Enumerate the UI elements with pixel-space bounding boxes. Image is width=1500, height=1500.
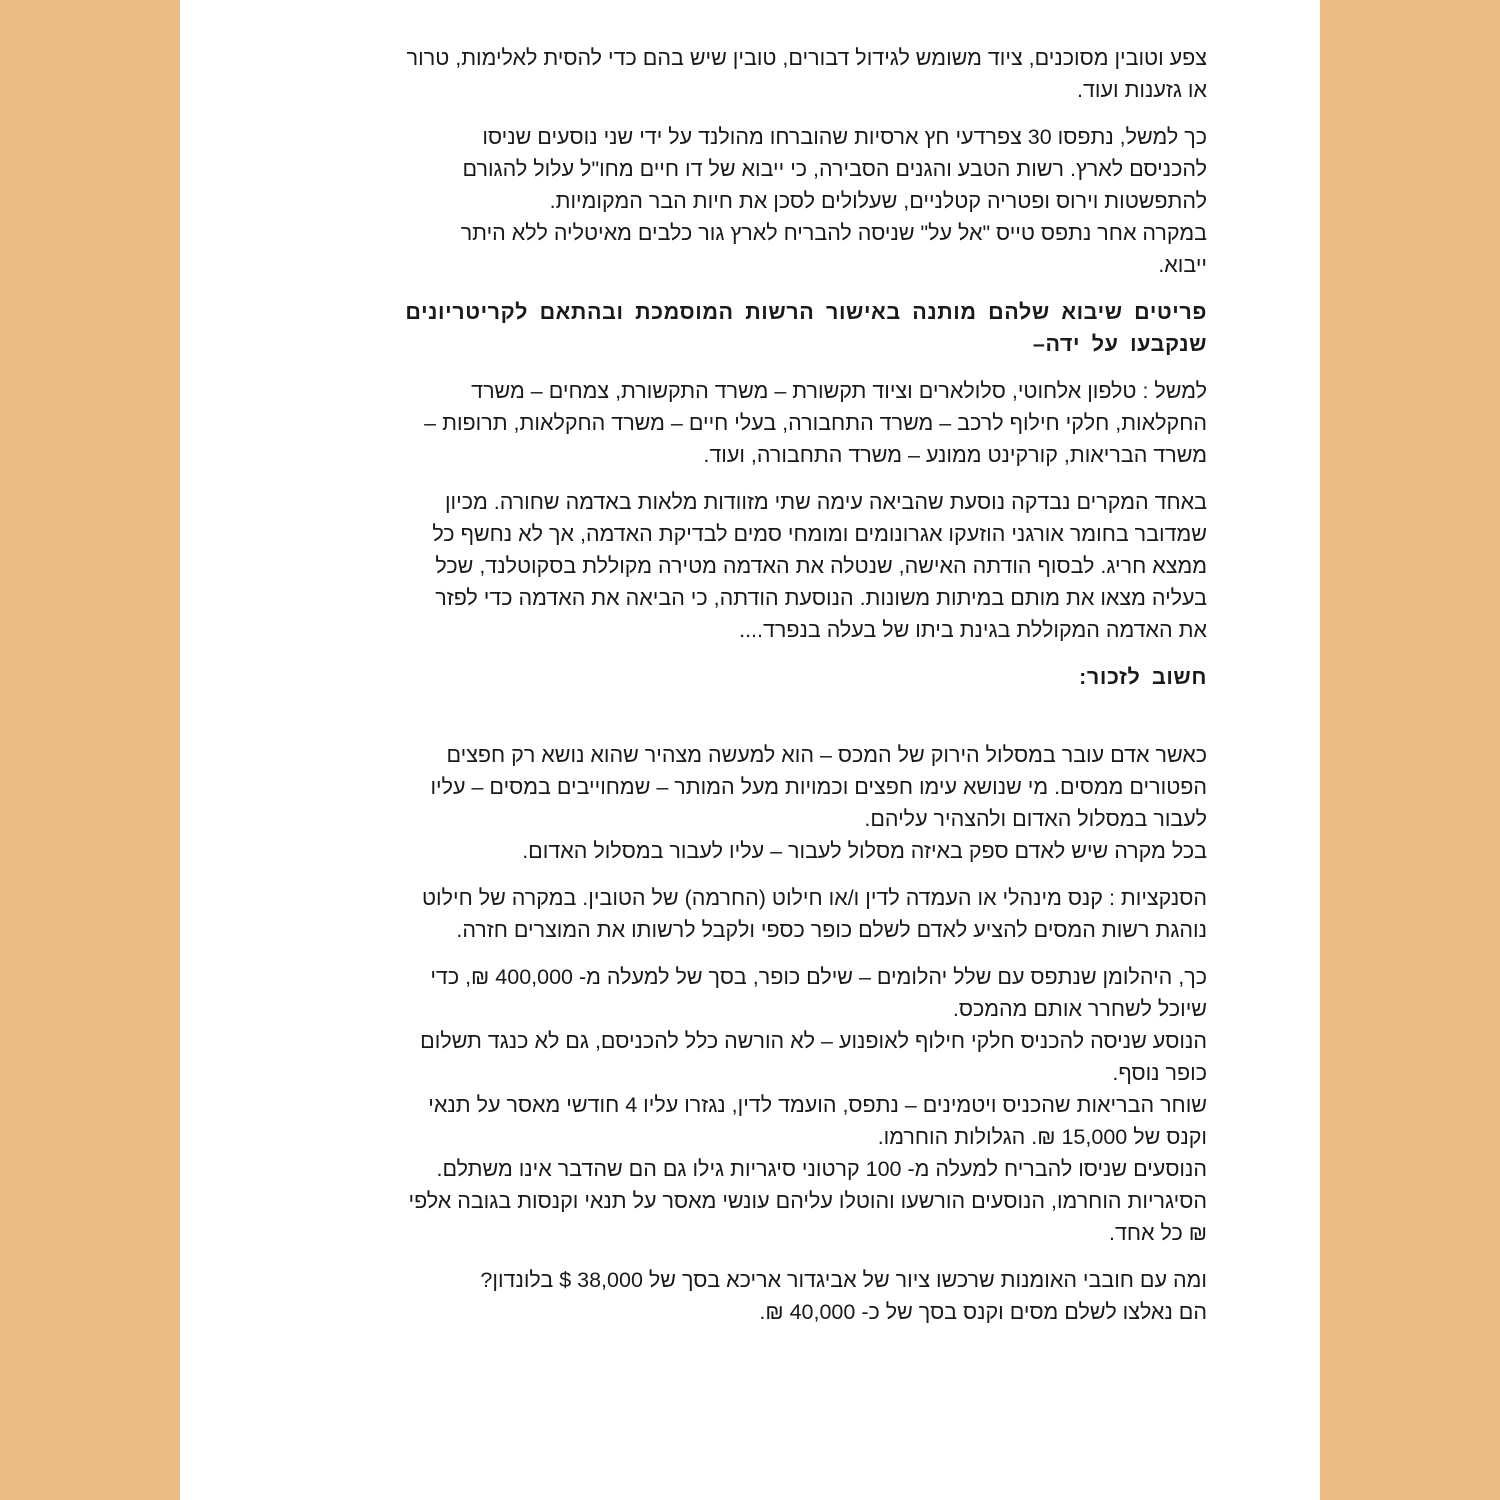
section-heading-licensed-items <box>282 296 1207 360</box>
text-line: בעליה מצאו את מותם במיתות משונות. הנוסעת הודתה, כי הביאה את האדמה כדי לפזר <box>435 586 1207 610</box>
heading-line: שנקבעו על ידה– <box>1032 332 1207 356</box>
text-line: ממצא חריג. לבסוף הודתה האישה, שנטלה את האדמה מטירה מקוללת בסקוטלנד, שכל <box>435 554 1207 578</box>
document-page <box>180 0 1320 1500</box>
text-line: הנוסע שניסה להכניס חלקי חילוף לאופנוע – לא הורשה כלל להכניסם, גם לא כנגד תשלום <box>420 1029 1207 1053</box>
text-line: בכל מקרה שיש לאדם ספק באיזה מסלול לעבור – עליו לעבור במסלול האדום. <box>522 839 1207 863</box>
text-line: הפטורים ממסים. מי שנושא עימו חפצים וכמויות מעל המותר – שמחוייבים במסים – עליו <box>430 775 1207 799</box>
paragraph-art-example <box>282 1264 1207 1328</box>
text-line: ומה עם חובבי האומנות שרכשו ציור של אביגדור אריכא בסך של 38,000 $ בלונדון? <box>480 1268 1207 1292</box>
paragraph-prohibited-items <box>282 42 1207 106</box>
text-line: הסנקציות : קנס מינהלי או העמדה לדין ו/או חילוט (החרמה) של הטובין. במקרה של חילוט <box>421 886 1207 910</box>
text-line: להתפשטות וירוס ופטריה קטלניים, שעלולים לסכן את חיות הבר המקומיות. <box>549 189 1207 213</box>
text-line: ₪ כל אחד. <box>1109 1221 1207 1245</box>
paragraph-frogs-example <box>282 121 1207 281</box>
paragraph-soil-story <box>282 486 1207 646</box>
text-line: הנוסעים שניסו להבריח למעלה מ- 100 קרטוני סיגריות גילו גם הם שהדבר אינו משתלם. <box>436 1157 1207 1181</box>
text-line: למשל : טלפון אלחוטי, סלולארים וציוד תקשורת – משרד התקשורת, צמחים – משרד <box>471 379 1207 403</box>
text-line: צפע וטובין מסוכנים, ציוד משומש לגידול דבורים, טובין שיש בהם כדי להסית לאלימות, טרור <box>406 46 1207 70</box>
paragraph-sanctions <box>282 882 1207 946</box>
text-line: או גזענות ועוד. <box>1077 78 1207 102</box>
paragraph-green-red-lane <box>282 739 1207 867</box>
paragraph-sanction-examples <box>282 961 1207 1249</box>
text-line: שוחר הבריאות שהכניס ויטמינים – נתפס, הועמד לדין, נגזרו עליו 4 חודשי מאסר על תנאי <box>428 1093 1207 1117</box>
text-line: כופר נוסף. <box>1112 1061 1207 1085</box>
text-line: כך, היהלומן שנתפס עם שלל יהלומים – שילם כופר, בסך של למעלה מ- 400,000 ₪, כדי <box>430 965 1207 989</box>
text-line: הם נאלצו לשלם מסים וקנס בסך של כ- 40,000 ₪. <box>759 1300 1207 1324</box>
text-line: משרד הבריאות, קורקינט ממונע – משרד התחבורה, ועוד. <box>703 443 1207 467</box>
text-line: שיוכל לשחרר אותם מהמכס. <box>952 997 1207 1021</box>
text-line: שמדובר בחומר אורגני הוזעקו אגרונומים ומומחי סמים לבדיקת האדמה, אך לא נחשף כל <box>432 522 1207 546</box>
text-line: באחד המקרים נבדקה נוסעת שהביאה עימה שתי מזוודות מלאות באדמה שחורה. מכיון <box>444 490 1207 514</box>
paragraph-licensed-examples <box>282 375 1207 471</box>
text-line: כאשר אדם עובר במסלול הירוק של המכס – הוא למעשה מצהיר שהוא נושא רק חפצים <box>446 743 1207 767</box>
document-body <box>282 42 1207 1343</box>
text-line: להכניסם לארץ. רשות הטבע והגנים הסבירה, כי ייבוא של דו חיים מחו"ל עלול להגורם <box>462 157 1207 181</box>
section-heading-remember <box>282 661 1207 693</box>
heading-line: פריטים שיבוא שלהם מותנה באישור הרשות המוסמכת ובהתאם לקריטריונים <box>405 300 1207 324</box>
text-line: החקלאות, חלקי חילוף לרכב – משרד התחבורה, בעלי חיים – משרד החקלאות, תרופות – <box>424 411 1207 435</box>
text-line: ייבוא. <box>1158 253 1207 277</box>
text-line: במקרה אחר נתפס טייס "אל על" שניסה להבריח לארץ גור כלבים מאיטליה ללא היתר <box>460 221 1207 245</box>
text-line: וקנס של 15,000 ₪. הגלולות הוחרמו. <box>877 1125 1207 1149</box>
text-line: נוהגת רשות המסים להציע לאדם לשלם כופר כספי ולקבל לרשותו את המוצרים חזרה. <box>456 918 1207 942</box>
text-line: את האדמה המקוללת בגינת ביתו של בעלה בנפרד.... <box>739 618 1207 642</box>
heading-line: חשוב לזכור: <box>1079 665 1207 689</box>
text-line: כך למשל, נתפסו 30 צפרדעי חץ ארסיות שהוברחו מהולנד על ידי שני נוסעים שניסו <box>482 125 1207 149</box>
text-line: הסיגריות הוחרמו, הנוסעים הורשעו והוטלו עליהם עונשי מאסר על תנאי וקנסות בגובה אלפי <box>408 1189 1207 1213</box>
text-line: לעבור במסלול האדום ולהצהיר עליהם. <box>864 807 1207 831</box>
